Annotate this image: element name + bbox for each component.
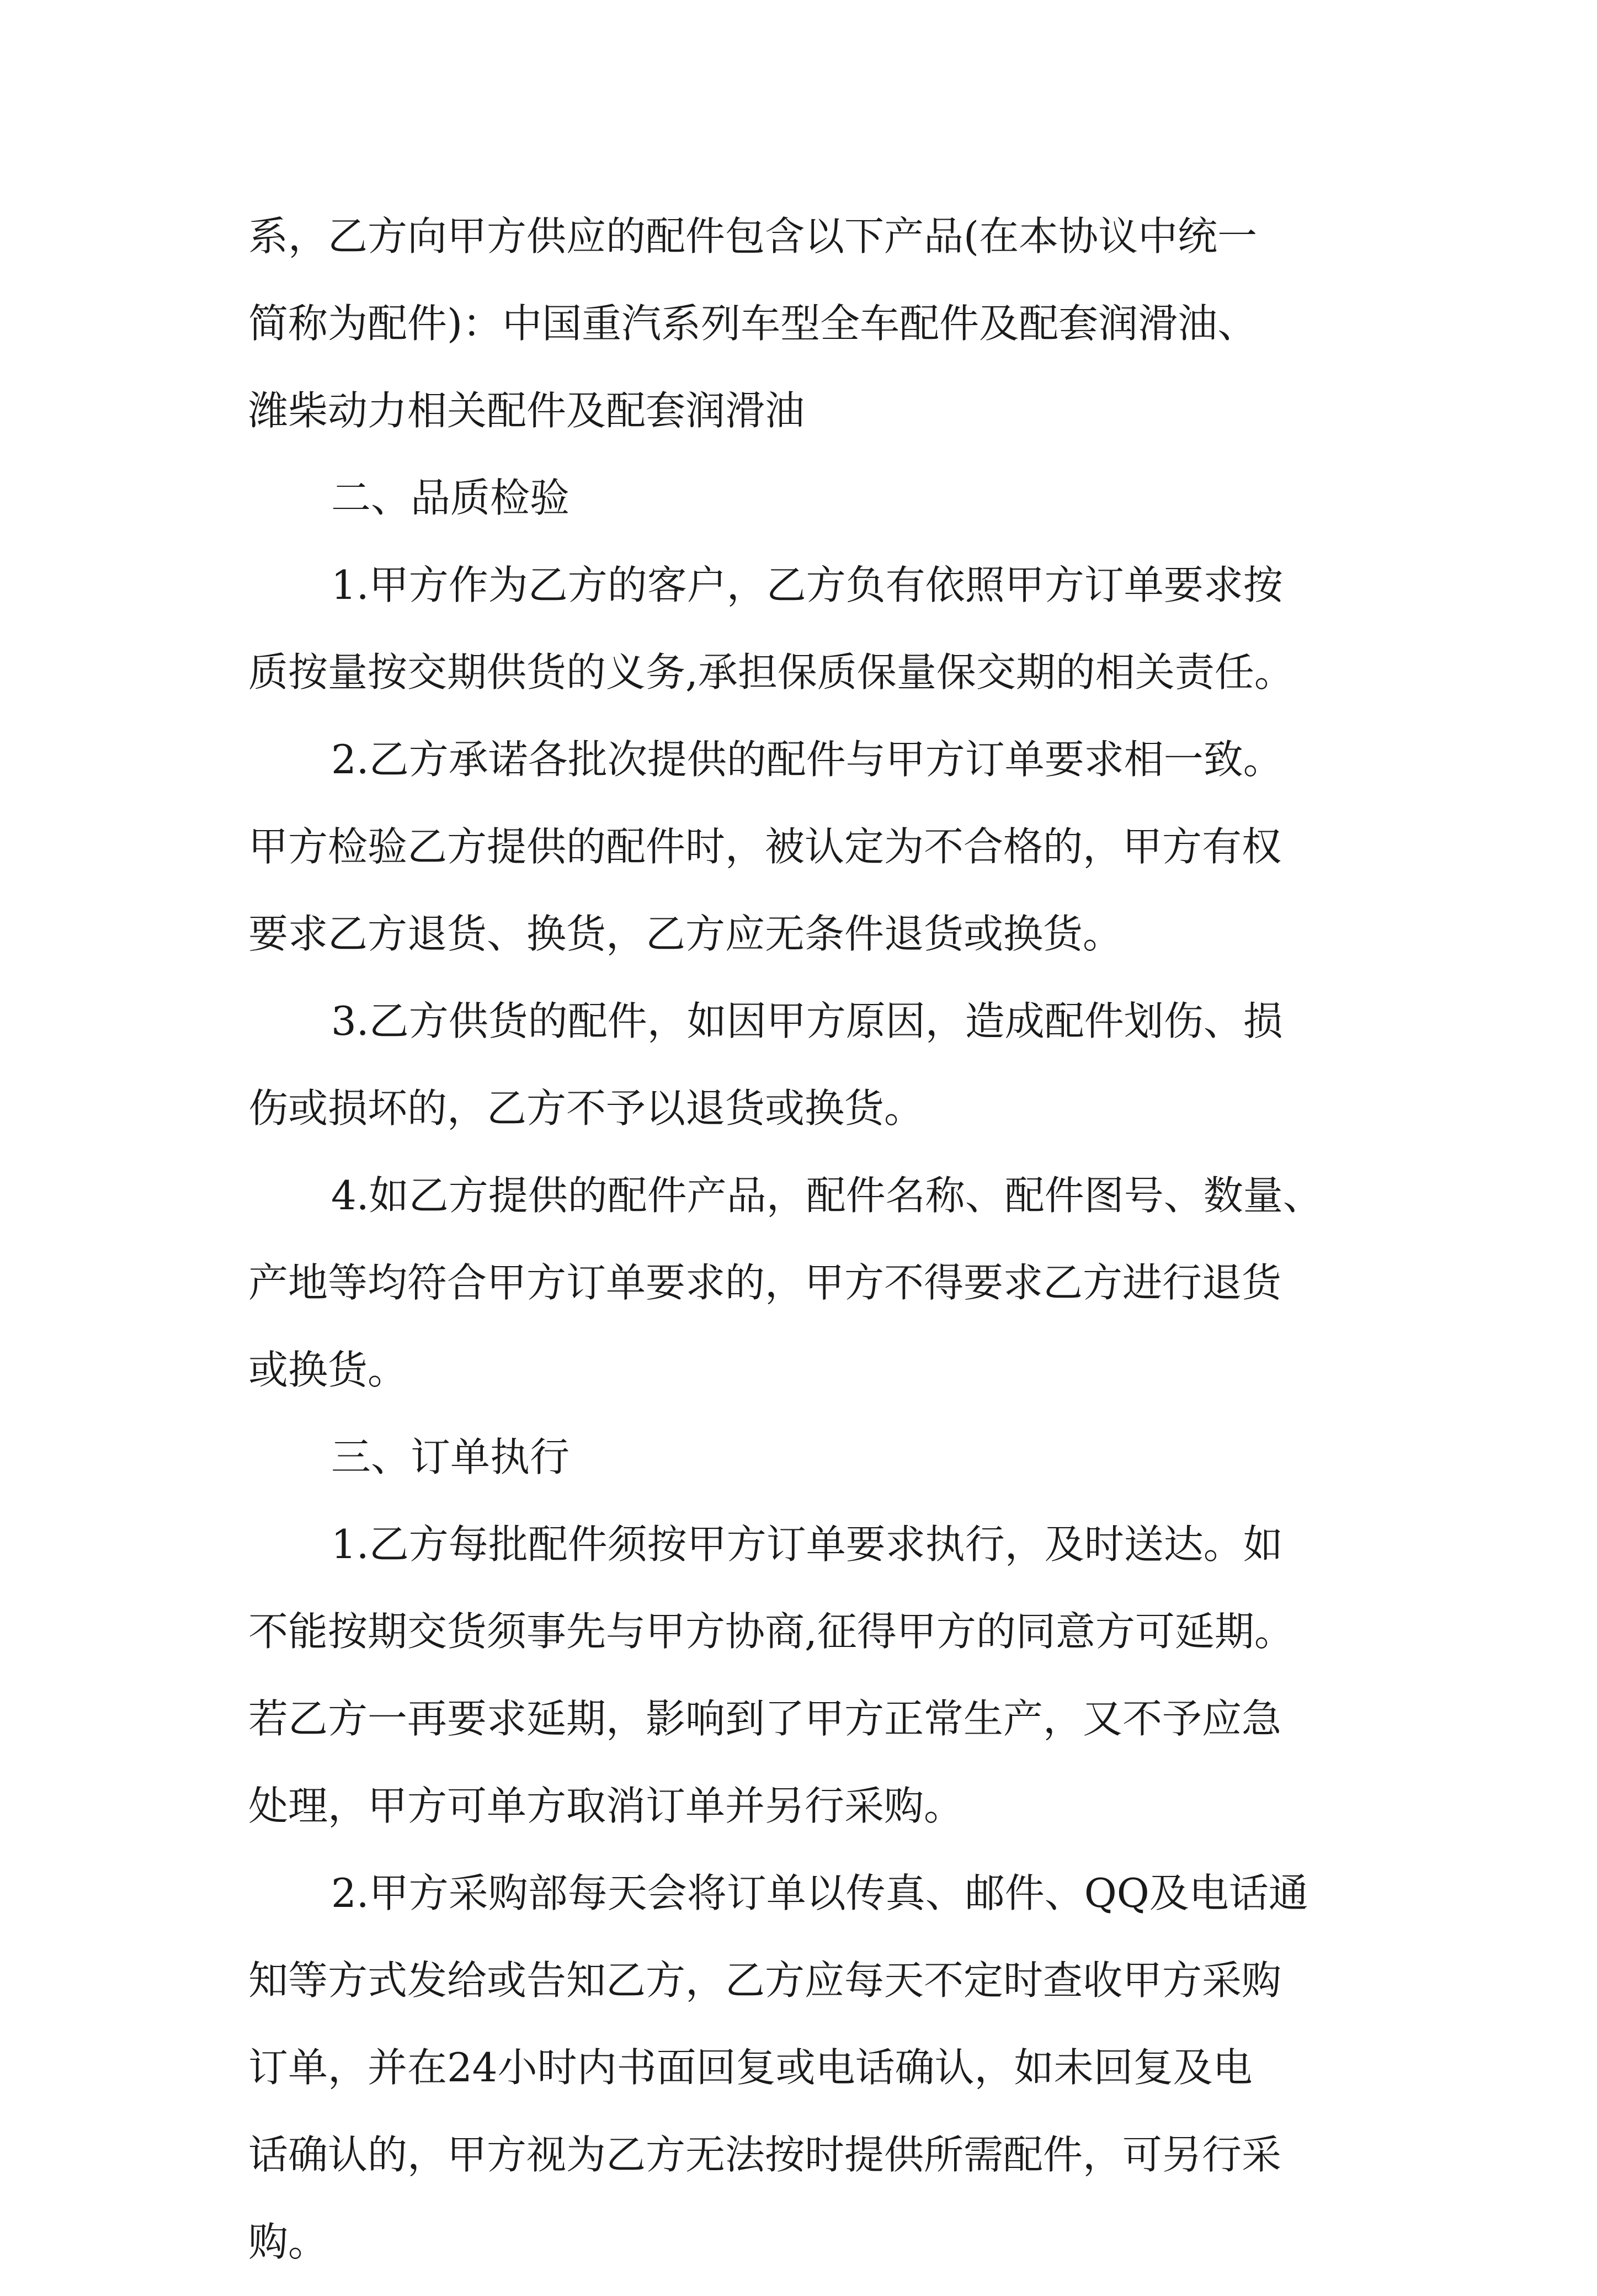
clause-2-2 [248,726,1363,988]
text-line: 1.甲方作为乙方的客户，乙方负有依照甲方订单要求按 [331,562,1283,608]
text-line: 话确认的，甲方视为乙方无法按时提供所需配件，可另行采 [248,2132,1282,2178]
document-body [248,203,1363,2296]
text-line: 购。 [248,2219,328,2265]
text-line: 3.乙方供货的配件，如因甲方原因，造成配件划伤、损 [331,998,1283,1044]
text-line: 2.甲方采购部每天会将订单以传真、邮件、QQ及电话通 [331,1870,1308,1916]
text-line: 4.如乙方提供的配件产品，配件名称、配件图号、数量、 [331,1172,1323,1219]
text-line: 2.乙方承诺各批次提供的配件与甲方订单要求相一致。 [331,736,1283,783]
intro-paragraph [248,203,1363,465]
clause-2-1 [248,552,1363,726]
text-line: 订单，并在24小时内书面回复或电话确认，如未回复及电 [248,2044,1253,2091]
clause-2-4 [248,1162,1363,1424]
text-line: 系，乙方向甲方供应的配件包含以下产品(在本协议中统一 [248,213,1258,259]
text-line: 伤或损坏的，乙方不予以退货或换货。 [248,1085,924,1131]
text-line: 或换货。 [248,1347,408,1393]
text-line: 知等方式发给或告知乙方，乙方应每天不定时查收甲方采购 [248,1957,1282,2003]
text-line: 1.乙方每批配件须按甲方订单要求执行，及时送达。如 [331,1521,1283,1567]
section-heading-order: 三、订单执行 [331,1434,570,1480]
text-line: 产地等均符合甲方订单要求的，甲方不得要求乙方进行退货 [248,1259,1282,1306]
text-line: 质按量按交期供货的义务,承担保质保量保交期的相关责任。 [248,649,1294,695]
text-line: 若乙方一再要求延期，影响到了甲方正常生产，又不予应急 [248,1696,1282,1742]
clause-3-1 [248,1511,1363,1860]
text-line: 潍柴动力相关配件及配套润滑油 [248,387,805,434]
text-line: 处理，甲方可单方取消订单并另行采购。 [248,1783,964,1829]
clause-3-2 [248,1860,1363,2296]
text-line: 要求乙方退货、换货，乙方应无条件退货或换货。 [248,911,1123,957]
section-heading-quality: 二、品质检验 [331,475,570,521]
text-line: 甲方检验乙方提供的配件时，被认定为不合格的，甲方有权 [248,823,1282,870]
text-line: 不能按期交货须事先与甲方协商,征得甲方的同意方可延期。 [248,1608,1294,1655]
text-line: 简称为配件)：中国重汽系列车型全车配件及配套润滑油、 [248,300,1258,347]
clause-2-3 [248,988,1363,1162]
